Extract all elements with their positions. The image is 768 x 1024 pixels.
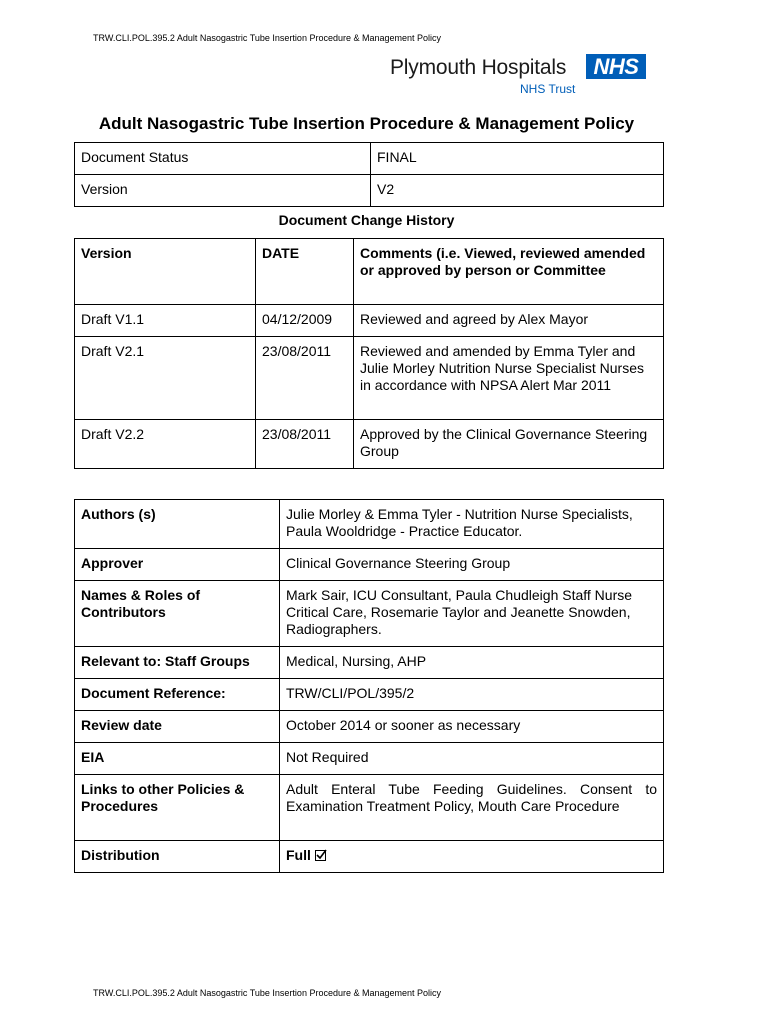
nhs-badge: NHS (586, 54, 646, 79)
table-row (75, 647, 664, 679)
history-date: 23/08/2011 (256, 337, 354, 420)
detail-label: Authors (s) (75, 500, 280, 549)
detail-label: Distribution (75, 841, 280, 873)
history-version: Draft V2.1 (75, 337, 256, 420)
detail-label: Relevant to: Staff Groups (75, 647, 280, 679)
history-version: Draft V1.1 (75, 305, 256, 337)
detail-value: Medical, Nursing, AHP (280, 647, 664, 679)
table-row (75, 581, 664, 647)
footer-document-reference: TRW.CLI.POL.395.2 Adult Nasogastric Tube Insertion Procedure & Management Policy (93, 988, 442, 998)
detail-label: Document Reference: (75, 679, 280, 711)
logo-trust: NHS Trust (520, 82, 576, 96)
column-header-comments: Comments (i.e. Viewed, reviewed amended or approved by person or Committee (354, 239, 664, 305)
detail-value: Not Required (280, 743, 664, 775)
history-comment: Reviewed and agreed by Alex Mayor (354, 305, 664, 337)
table-row (75, 711, 664, 743)
distribution-cell (280, 841, 664, 873)
detail-label: Names & Roles of Contributors (75, 581, 280, 647)
table-row (75, 337, 664, 420)
change-history-table (74, 238, 664, 469)
status-label: Document Status (75, 143, 371, 175)
distribution-value: Full (286, 847, 311, 863)
status-value: FINAL (371, 143, 664, 175)
trust-logo (390, 52, 655, 98)
table-header-row (75, 239, 664, 305)
table-row (75, 500, 664, 549)
table-row (75, 143, 664, 175)
header-document-reference: TRW.CLI.POL.395.2 Adult Nasogastric Tube Insertion Procedure & Management Policy (93, 33, 442, 43)
change-history-heading: Document Change History (278, 212, 455, 228)
detail-label: Review date (75, 711, 280, 743)
detail-label: EIA (75, 743, 280, 775)
table-row (75, 775, 664, 841)
detail-value: TRW/CLI/POL/395/2 (280, 679, 664, 711)
table-row (75, 420, 664, 469)
history-version: Draft V2.2 (75, 420, 256, 469)
column-header-date: DATE (256, 239, 354, 305)
detail-value: Mark Sair, ICU Consultant, Paula Chudleigh Staff Nurse Critical Care, Rosemarie Taylor and Jeanette Snowden, Radiographers. (280, 581, 664, 647)
document-details-table (74, 499, 664, 873)
table-row (75, 175, 664, 207)
version-value: V2 (371, 175, 664, 207)
version-label: Version (75, 175, 371, 207)
history-date: 04/12/2009 (256, 305, 354, 337)
detail-value: October 2014 or sooner as necessary (280, 711, 664, 743)
table-row (75, 743, 664, 775)
detail-label: Links to other Policies & Procedures (75, 775, 280, 841)
page-title: Adult Nasogastric Tube Insertion Procedure & Management Policy (98, 114, 635, 133)
table-row (75, 305, 664, 337)
checkbox-checked-icon (315, 850, 326, 861)
history-comment: Approved by the Clinical Governance Steering Group (354, 420, 664, 469)
table-row (75, 679, 664, 711)
detail-value: Julie Morley & Emma Tyler - Nutrition Nurse Specialists, Paula Wooldridge - Practice Educator. (280, 500, 664, 549)
table-row (75, 841, 664, 873)
detail-label: Approver (75, 549, 280, 581)
detail-value: Adult Enteral Tube Feeding Guidelines. Consent to Examination Treatment Policy, Mouth Care Procedure (280, 775, 664, 841)
detail-value: Clinical Governance Steering Group (280, 549, 664, 581)
logo-name: Plymouth Hospitals (390, 56, 567, 79)
column-header-version: Version (75, 239, 256, 305)
status-table (74, 142, 664, 207)
history-comment: Reviewed and amended by Emma Tyler and Julie Morley Nutrition Nurse Specialist Nurses in accordance with NPSA Alert Mar 2011 (354, 337, 664, 420)
history-date: 23/08/2011 (256, 420, 354, 469)
table-row (75, 549, 664, 581)
